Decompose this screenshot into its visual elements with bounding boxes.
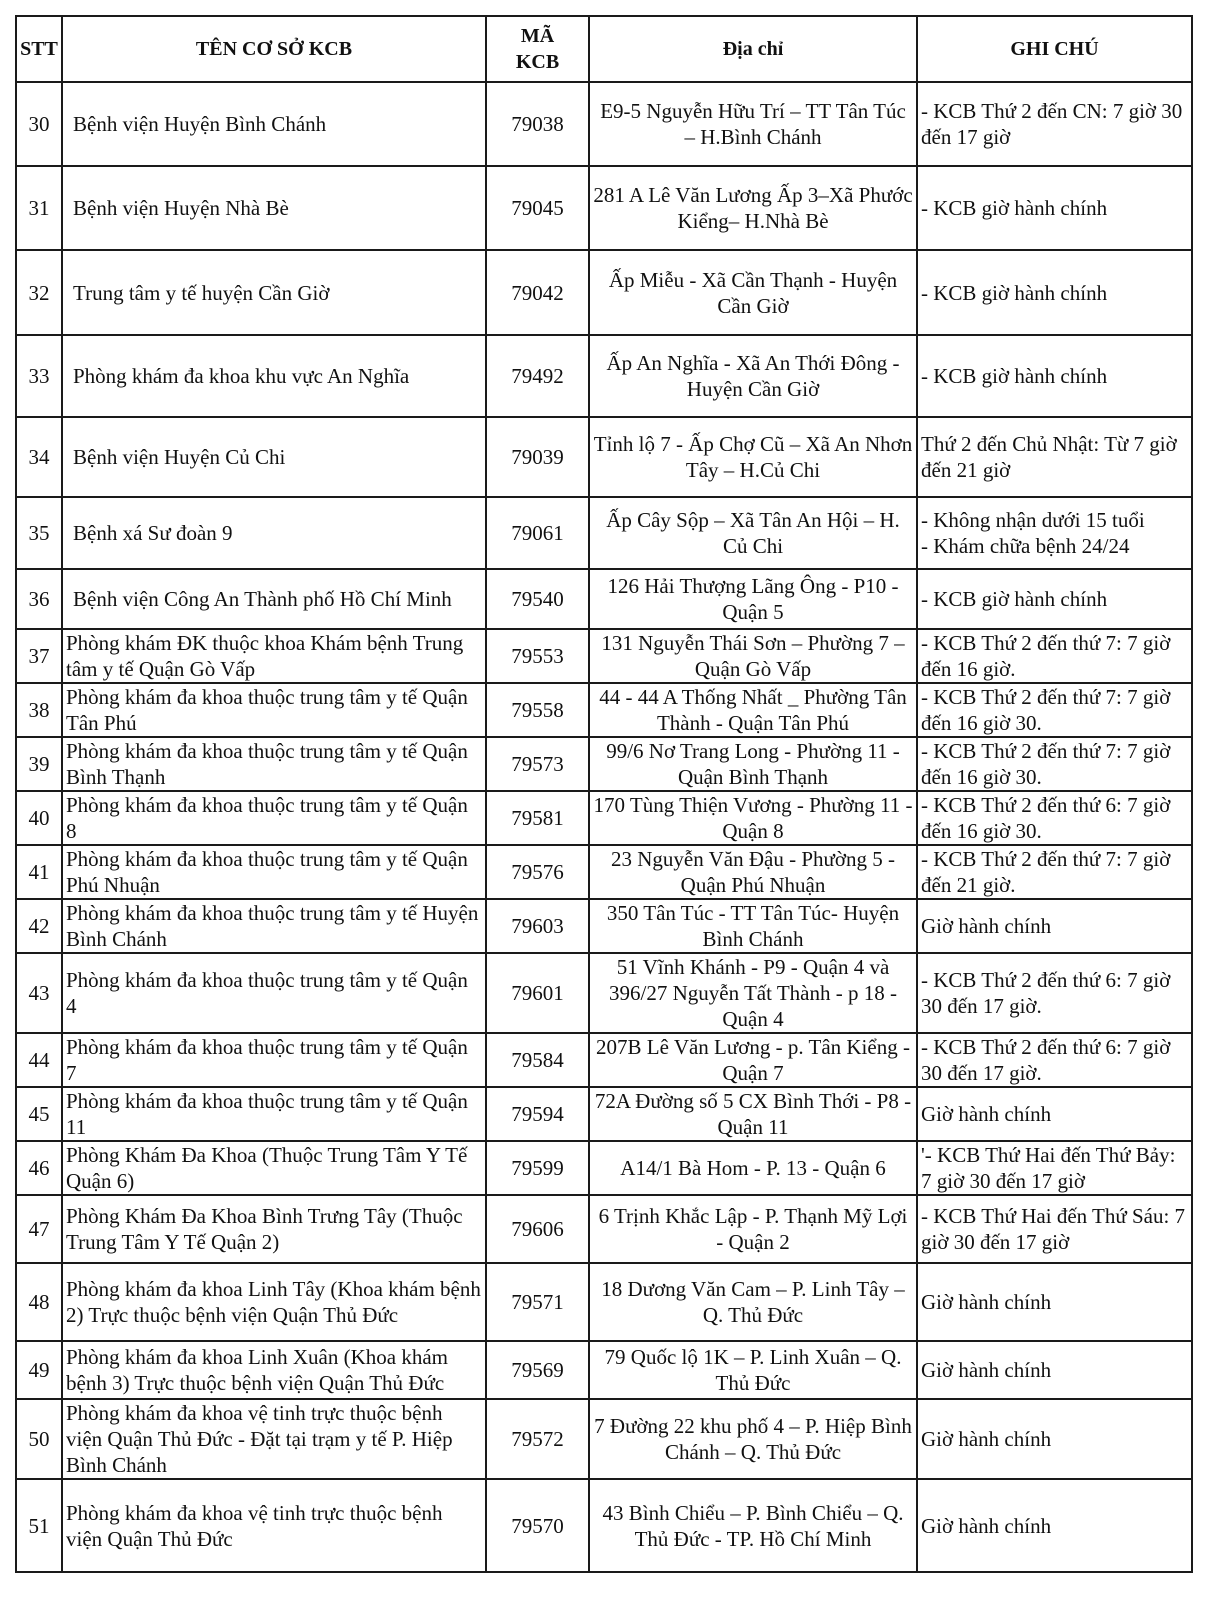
table-row [16,1479,1192,1572]
table-row [16,82,1192,166]
header-row [16,16,1192,82]
row-kcb-code: 79569 [486,1341,589,1399]
row-kcb-code: 79540 [486,569,589,629]
row-address: 18 Dương Văn Cam – P. Linh Tây – Q. Thủ Đức [589,1263,917,1341]
row-stt: 46 [16,1141,62,1195]
row-note: - KCB Thứ 2 đến thứ 7: 7 giờ đến 16 giờ 30. [917,683,1192,737]
row-address: A14/1 Bà Hom - P. 13 - Quận 6 [589,1141,917,1195]
row-note: - KCB Thứ 2 đến thứ 7: 7 giờ đến 16 giờ 30. [917,737,1192,791]
row-stt: 42 [16,899,62,953]
header-code [486,16,589,82]
row-facility-name: Phòng khám đa khoa khu vực An Nghĩa [62,335,486,417]
row-facility-name: Phòng khám đa khoa thuộc trung tâm y tế Quận 8 [62,791,486,845]
row-stt: 39 [16,737,62,791]
row-stt: 37 [16,629,62,683]
row-address: 23 Nguyễn Văn Đậu - Phường 5 - Quận Phú Nhuận [589,845,917,899]
row-address: 126 Hải Thượng Lãng Ông - P10 - Quận 5 [589,569,917,629]
row-facility-name: Bệnh xá Sư đoàn 9 [62,497,486,569]
table-row [16,569,1192,629]
table-row [16,1141,1192,1195]
table-row [16,1033,1192,1087]
header-name: TÊN CƠ SỞ KCB [62,16,486,82]
row-stt: 34 [16,417,62,497]
row-stt: 49 [16,1341,62,1399]
table-row [16,417,1192,497]
row-note: - KCB Thứ 2 đến thứ 6: 7 giờ 30 đến 17 giờ. [917,1033,1192,1087]
row-facility-name: Phòng khám đa khoa thuộc trung tâm y tế Quận Tân Phú [62,683,486,737]
row-address: 350 Tân Túc - TT Tân Túc- Huyện Bình Chánh [589,899,917,953]
row-kcb-code: 79061 [486,497,589,569]
row-facility-name: Phòng khám ĐK thuộc khoa Khám bệnh Trung tâm y tế Quận Gò Vấp [62,629,486,683]
row-address: 72A Đường số 5 CX Bình Thới - P8 - Quận 11 [589,1087,917,1141]
row-facility-name: Phòng khám đa khoa vệ tinh trực thuộc bệnh viện Quận Thủ Đức [62,1479,486,1572]
row-note: - KCB Thứ 2 đến thứ 6: 7 giờ đến 16 giờ 30. [917,791,1192,845]
row-stt: 36 [16,569,62,629]
row-facility-name: Bệnh viện Huyện Củ Chi [62,417,486,497]
header-note: GHI CHÚ [917,16,1192,82]
row-address: 131 Nguyễn Thái Sơn – Phường 7 – Quận Gò Vấp [589,629,917,683]
row-kcb-code: 79558 [486,683,589,737]
row-stt: 51 [16,1479,62,1572]
row-facility-name: Phòng khám đa khoa Linh Xuân (Khoa khám bệnh 3) Trực thuộc bệnh viện Quận Thủ Đức [62,1341,486,1399]
row-address: E9-5 Nguyễn Hữu Trí – TT Tân Túc – H.Bình Chánh [589,82,917,166]
row-facility-name: Phòng khám đa khoa Linh Tây (Khoa khám bệnh 2) Trực thuộc bệnh viện Quận Thủ Đức [62,1263,486,1341]
row-kcb-code: 79045 [486,166,589,250]
row-note: - KCB giờ hành chính [917,250,1192,335]
row-kcb-code: 79553 [486,629,589,683]
row-address: Ấp Miễu - Xã Cần Thạnh - Huyện Cần Giờ [589,250,917,335]
row-kcb-code: 79599 [486,1141,589,1195]
row-note: - KCB giờ hành chính [917,569,1192,629]
row-address: 99/6 Nơ Trang Long - Phường 11 - Quận Bình Thạnh [589,737,917,791]
row-stt: 41 [16,845,62,899]
table-row [16,1263,1192,1341]
row-stt: 33 [16,335,62,417]
table-row [16,845,1192,899]
row-facility-name: Phòng khám đa khoa thuộc trung tâm y tế Quận 7 [62,1033,486,1087]
row-address: 44 - 44 A Thống Nhất _ Phường Tân Thành - Quận Tân Phú [589,683,917,737]
row-facility-name: Phòng khám đa khoa vệ tinh trực thuộc bệnh viện Quận Thủ Đức - Đặt tại trạm y tế P. Hiệp Bình Chánh [62,1399,486,1479]
row-address: 79 Quốc lộ 1K – P. Linh Xuân – Q. Thủ Đức [589,1341,917,1399]
row-kcb-code: 79039 [486,417,589,497]
row-note: - KCB giờ hành chính [917,335,1192,417]
row-note: - KCB Thứ 2 đến thứ 7: 7 giờ đến 21 giờ. [917,845,1192,899]
row-facility-name: Trung tâm y tế huyện Cần Giờ [62,250,486,335]
row-kcb-code: 79594 [486,1087,589,1141]
row-note: - KCB giờ hành chính [917,166,1192,250]
row-note: - KCB Thứ Hai đến Thứ Sáu: 7 giờ 30 đến 17 giờ [917,1195,1192,1263]
row-stt: 50 [16,1399,62,1479]
table-row [16,497,1192,569]
row-facility-name: Phòng khám đa khoa thuộc trung tâm y tế Quận 11 [62,1087,486,1141]
row-address: 7 Đường 22 khu phố 4 – P. Hiệp Bình Chánh – Q. Thủ Đức [589,1399,917,1479]
row-note: Thứ 2 đến Chủ Nhật: Từ 7 giờ đến 21 giờ [917,417,1192,497]
row-facility-name: Phòng khám đa khoa thuộc trung tâm y tế Quận Phú Nhuận [62,845,486,899]
row-stt: 40 [16,791,62,845]
row-address: 170 Tùng Thiện Vương - Phường 11 - Quận 8 [589,791,917,845]
row-stt: 38 [16,683,62,737]
row-address: 43 Bình Chiểu – P. Bình Chiểu – Q. Thủ Đức - TP. Hồ Chí Minh [589,1479,917,1572]
header-code-line2: KCB [515,51,560,73]
row-note: Giờ hành chính [917,1479,1192,1572]
row-kcb-code: 79042 [486,250,589,335]
row-note: '- KCB Thứ Hai đến Thứ Bảy: 7 giờ 30 đến 17 giờ [917,1141,1192,1195]
row-note: Giờ hành chính [917,899,1192,953]
row-stt: 35 [16,497,62,569]
row-note: - KCB Thứ 2 đến thứ 6: 7 giờ 30 đến 17 giờ. [917,953,1192,1033]
row-address: Ấp An Nghĩa - Xã An Thới Đông - Huyện Cần Giờ [589,335,917,417]
row-facility-name: Phòng khám đa khoa thuộc trung tâm y tế Huyện Bình Chánh [62,899,486,953]
row-address: Tỉnh lộ 7 - Ấp Chợ Cũ – Xã An Nhơn Tây – H.Củ Chi [589,417,917,497]
row-facility-name: Phòng khám đa khoa thuộc trung tâm y tế Quận 4 [62,953,486,1033]
header-code-line1: MÃ [520,25,555,47]
row-stt: 44 [16,1033,62,1087]
row-address: 281 A Lê Văn Lương Ấp 3–Xã Phước Kiểng– H.Nhà Bè [589,166,917,250]
table-row [16,683,1192,737]
row-facility-name: Bệnh viện Công An Thành phố Hồ Chí Minh [62,569,486,629]
row-address: 51 Vĩnh Khánh - P9 - Quận 4 và 396/27 Nguyễn Tất Thành - p 18 - Quận 4 [589,953,917,1033]
row-kcb-code: 79606 [486,1195,589,1263]
table-row [16,1341,1192,1399]
table-row [16,791,1192,845]
row-facility-name: Phòng khám đa khoa thuộc trung tâm y tế Quận Bình Thạnh [62,737,486,791]
row-address: Ấp Cây Sộp – Xã Tân An Hội – H. Củ Chi [589,497,917,569]
row-kcb-code: 79038 [486,82,589,166]
row-note: - Không nhận dưới 15 tuổi - Khám chữa bệnh 24/24 [917,497,1192,569]
table-row [16,737,1192,791]
document-page [15,15,1191,1573]
row-note: Giờ hành chính [917,1341,1192,1399]
row-address: 207B Lê Văn Lương - p. Tân Kiểng - Quận 7 [589,1033,917,1087]
row-facility-name: Phòng Khám Đa Khoa Bình Trưng Tây (Thuộc Trung Tâm Y Tế Quận 2) [62,1195,486,1263]
table-row [16,166,1192,250]
row-kcb-code: 79576 [486,845,589,899]
row-kcb-code: 79492 [486,335,589,417]
row-kcb-code: 79601 [486,953,589,1033]
table-row [16,250,1192,335]
table-row [16,953,1192,1033]
row-kcb-code: 79571 [486,1263,589,1341]
row-stt: 47 [16,1195,62,1263]
row-kcb-code: 79584 [486,1033,589,1087]
header-address: Địa chỉ [589,16,917,82]
row-facility-name: Phòng Khám Đa Khoa (Thuộc Trung Tâm Y Tế Quận 6) [62,1141,486,1195]
row-stt: 48 [16,1263,62,1341]
row-note: Giờ hành chính [917,1263,1192,1341]
row-kcb-code: 79572 [486,1399,589,1479]
table-row [16,629,1192,683]
table-row [16,1087,1192,1141]
row-note: Giờ hành chính [917,1399,1192,1479]
row-stt: 43 [16,953,62,1033]
row-stt: 30 [16,82,62,166]
row-address: 6 Trịnh Khắc Lập - P. Thạnh Mỹ Lợi - Quận 2 [589,1195,917,1263]
row-kcb-code: 79570 [486,1479,589,1572]
table-row [16,335,1192,417]
row-kcb-code: 79573 [486,737,589,791]
row-stt: 45 [16,1087,62,1141]
table-row [16,899,1192,953]
clinic-table [15,15,1193,1573]
row-note: - KCB Thứ 2 đến thứ 7: 7 giờ đến 16 giờ. [917,629,1192,683]
row-facility-name: Bệnh viện Huyện Bình Chánh [62,82,486,166]
row-stt: 31 [16,166,62,250]
table-row [16,1399,1192,1479]
row-stt: 32 [16,250,62,335]
header-stt: STT [16,16,62,82]
row-kcb-code: 79603 [486,899,589,953]
row-kcb-code: 79581 [486,791,589,845]
table-row [16,1195,1192,1263]
row-note: Giờ hành chính [917,1087,1192,1141]
row-note: - KCB Thứ 2 đến CN: 7 giờ 30 đến 17 giờ [917,82,1192,166]
row-facility-name: Bệnh viện Huyện Nhà Bè [62,166,486,250]
